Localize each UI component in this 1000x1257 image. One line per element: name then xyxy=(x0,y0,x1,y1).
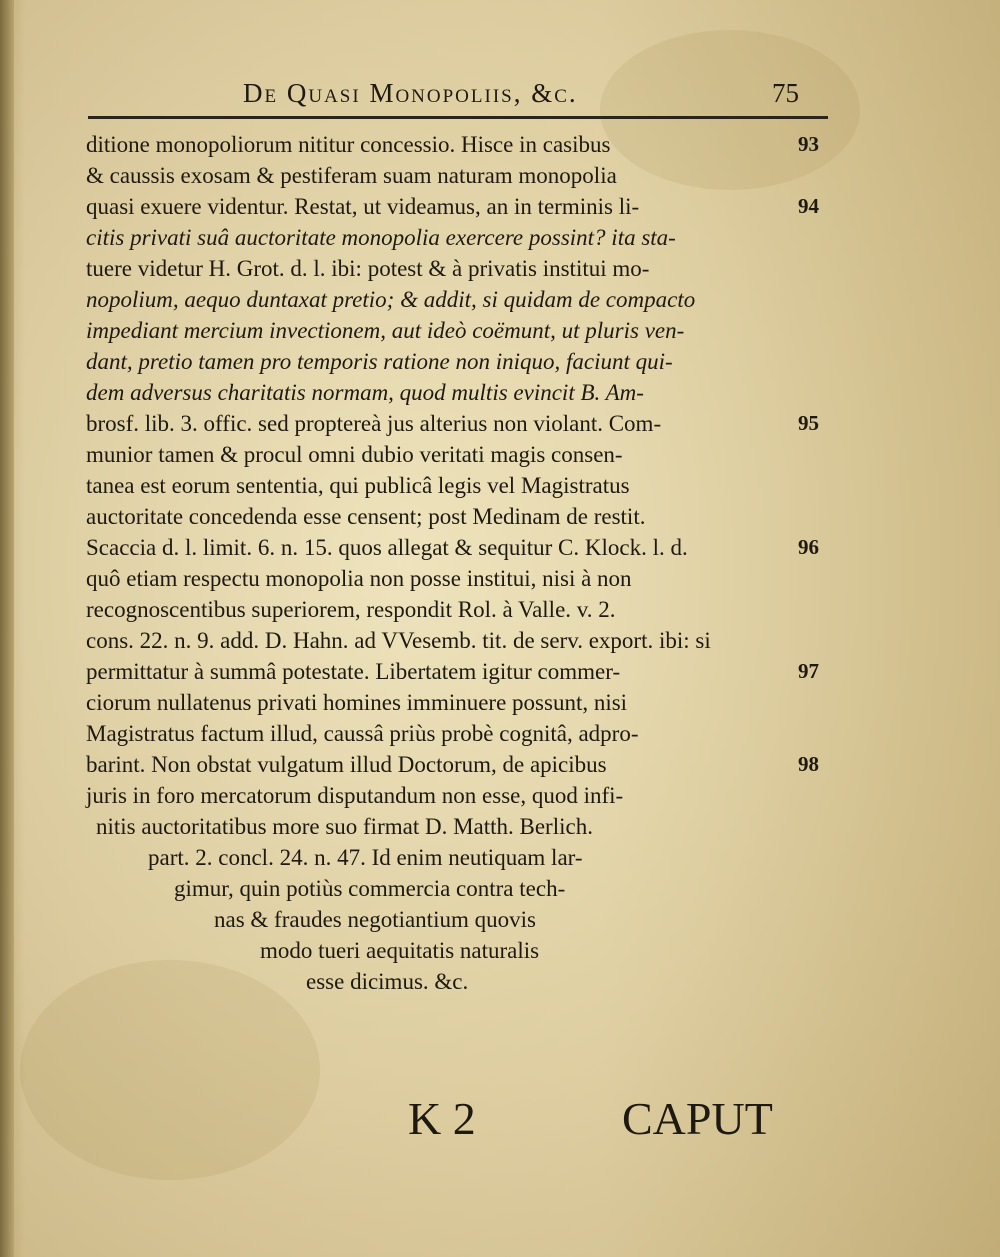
signature-mark: K 2 xyxy=(408,1093,476,1144)
line-text: nas & fraudes negotiantium quovis xyxy=(214,907,536,932)
line-text: & caussis exosam & pestiferam suam naturam monopolia xyxy=(86,163,617,188)
line-text: dant, pretio tamen pro temporis ratione non iniquo, faciunt qui- xyxy=(86,349,673,374)
line-text: tuere videtur H. Grot. d. l. ibi: potest & à privatis institui mo- xyxy=(86,256,650,281)
line-text: ditione monopoliorum nititur concessio. Hisce in casibus xyxy=(86,132,611,157)
text-line xyxy=(86,966,831,997)
page-header xyxy=(88,74,828,124)
line-text: tanea est eorum sententia, qui publicâ legis vel Magistratus xyxy=(86,473,630,498)
marginal-number: 94 xyxy=(798,194,819,218)
line-text: nitis auctoritatibus more suo firmat D. Matth. Berlich. xyxy=(96,814,593,839)
text-line xyxy=(86,191,831,222)
line-text: quasi exuere videntur. Restat, ut videamus, an in terminis li- xyxy=(86,194,640,219)
line-text: ciorum nullatenus privati homines imminuere possunt, nisi xyxy=(86,690,628,715)
text-line xyxy=(86,749,831,780)
text-line xyxy=(86,284,831,315)
marginal-number: 97 xyxy=(798,659,819,683)
marginal-number: 98 xyxy=(798,752,819,776)
line-text: cons. 22. n. 9. add. D. Hahn. ad VVesemb. tit. de serv. export. ibi: si xyxy=(86,628,711,653)
text-block xyxy=(86,129,831,997)
text-line xyxy=(86,625,831,656)
text-line xyxy=(86,222,831,253)
text-line xyxy=(86,873,831,904)
text-line xyxy=(86,439,831,470)
text-line xyxy=(86,129,831,160)
text-line xyxy=(86,470,831,501)
text-line xyxy=(86,253,831,284)
running-head: De Quasi Monopoliis, &c. xyxy=(243,78,578,108)
text-line xyxy=(86,501,831,532)
text-line xyxy=(86,594,831,625)
line-text: brosf. lib. 3. offic. sed proptereà jus alterius non violant. Com- xyxy=(86,411,662,436)
line-text: Magistratus factum illud, caussâ priùs probè cognitâ, adpro- xyxy=(86,721,639,746)
text-line xyxy=(86,532,831,563)
line-text: permittatur à summâ potestate. Libertatem igitur commer- xyxy=(86,659,621,684)
text-line xyxy=(86,842,831,873)
line-text: barint. Non obstat vulgatum illud Doctorum, de apicibus xyxy=(86,752,607,777)
line-text: esse dicimus. &c. xyxy=(306,969,469,994)
line-text: quô etiam respectu monopolia non posse institui, nisi à non xyxy=(86,566,632,591)
text-line xyxy=(86,563,831,594)
line-text: modo tueri aequitatis naturalis xyxy=(260,938,540,963)
text-line xyxy=(86,780,831,811)
line-text: auctoritate concedenda esse censent; post Medinam de restit. xyxy=(86,504,646,529)
header-rule xyxy=(88,116,828,119)
page-edge xyxy=(0,0,14,1257)
line-text: munior tamen & procul omni dubio veritati magis consen- xyxy=(86,442,623,467)
text-line xyxy=(86,160,831,191)
line-text: Scaccia d. l. limit. 6. n. 15. quos allegat & sequitur C. Klock. l. d. xyxy=(86,535,688,560)
text-line xyxy=(86,687,831,718)
text-line xyxy=(86,904,831,935)
text-line xyxy=(86,315,831,346)
marginal-number: 95 xyxy=(798,411,819,435)
text-line xyxy=(86,656,831,687)
text-line xyxy=(86,346,831,377)
catchword: CAPUT xyxy=(622,1093,773,1144)
page-number: 75 xyxy=(772,78,799,108)
line-text: citis privati suâ auctoritate monopolia exercere possint? ita sta- xyxy=(86,225,676,250)
line-text: gimur, quin potiùs commercia contra tech- xyxy=(174,876,566,901)
text-line xyxy=(86,408,831,439)
line-text: nopolium, aequo duntaxat pretio; & addit, si quidam de compacto xyxy=(86,287,696,312)
line-text: part. 2. concl. 24. n. 47. Id enim neutiquam lar- xyxy=(148,845,583,870)
text-line xyxy=(86,935,831,966)
marginal-number: 93 xyxy=(798,132,819,156)
line-text: impediant mercium invectionem, aut ideò coëmunt, ut pluris ven- xyxy=(86,318,685,343)
line-text: dem adversus charitatis normam, quod multis evincit B. Am- xyxy=(86,380,644,405)
line-text: juris in foro mercatorum disputandum non esse, quod infi- xyxy=(86,783,624,808)
text-line xyxy=(86,377,831,408)
line-text: recognoscentibus superiorem, respondit Rol. à Valle. v. 2. xyxy=(86,597,616,622)
text-line xyxy=(86,811,831,842)
marginal-number: 96 xyxy=(798,535,819,559)
text-line xyxy=(86,718,831,749)
